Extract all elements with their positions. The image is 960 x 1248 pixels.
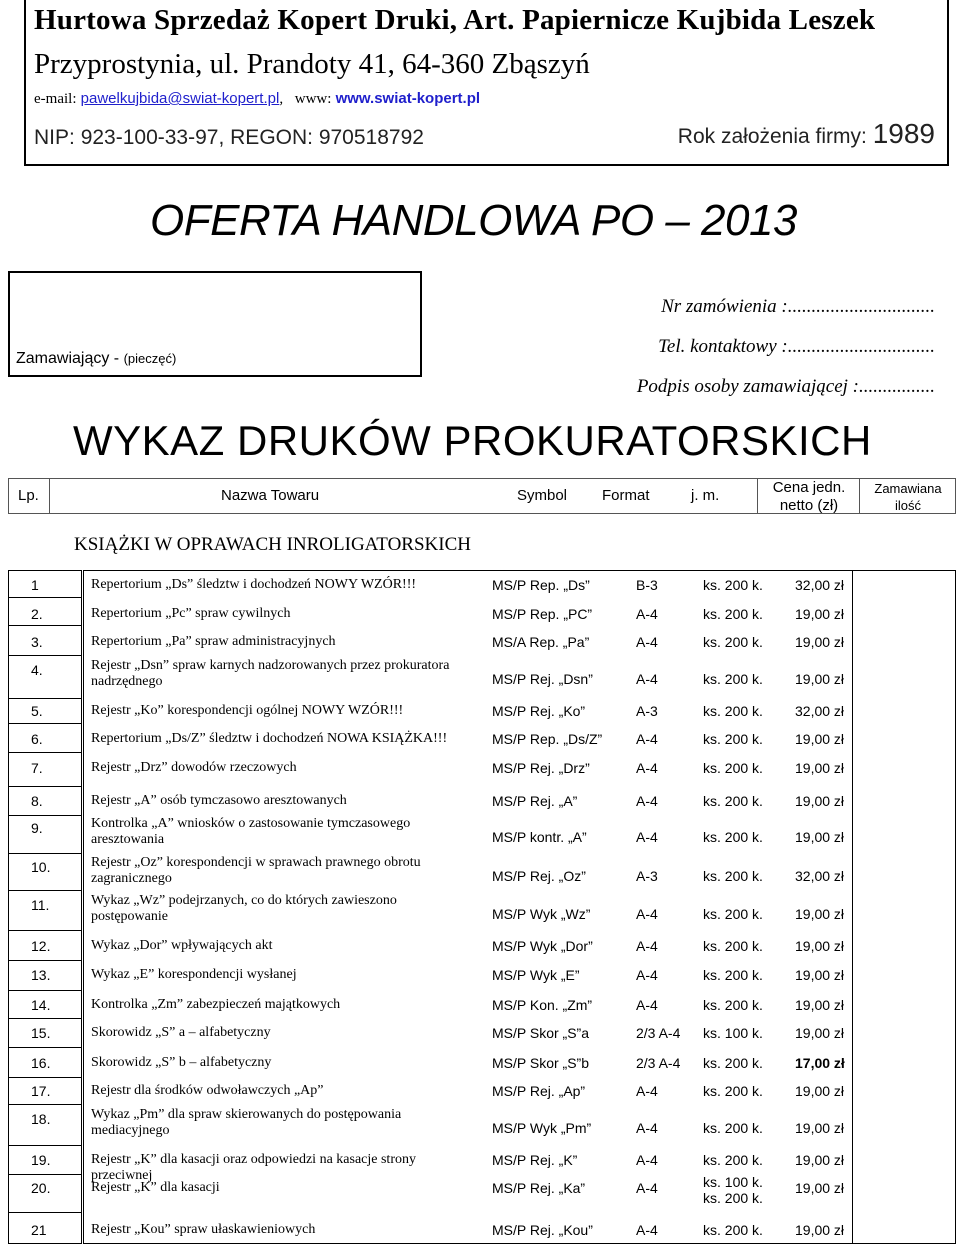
section-title: KSIĄŻKI W OPRAWACH INROLIGATORSKICH — [74, 534, 471, 555]
row-number: 9. — [31, 820, 43, 836]
product-symbol: MS/P Wyk „Wz” — [492, 906, 591, 922]
product-format: A-4 — [636, 997, 658, 1013]
row-number: 16. — [31, 1055, 51, 1071]
table-header — [8, 478, 956, 514]
row-divider — [8, 990, 82, 991]
row-number: 8. — [31, 793, 43, 809]
row-divider — [8, 1018, 82, 1019]
product-name: Repertorium „Ds” śledztw i dochodzeń NOWY WZÓR!!! — [91, 577, 417, 592]
col-price: Cena jedn. netto (zł) — [772, 479, 846, 514]
row-number: 11. — [31, 897, 50, 913]
product-price: 19,00 zł — [795, 760, 845, 776]
product-symbol: MS/P Rej. „K” — [492, 1152, 578, 1168]
row-divider — [8, 1047, 82, 1048]
product-format: A-4 — [636, 906, 658, 922]
product-symbol: MS/P Rej. „Ka” — [492, 1180, 586, 1196]
product-format: A-4 — [636, 731, 658, 747]
product-symbol: MS/P kontr. „A” — [492, 829, 587, 845]
col-name: Nazwa Towaru — [221, 487, 320, 504]
product-price: 19,00 zł — [795, 731, 845, 747]
nip-label: NIP: — [34, 126, 75, 149]
product-unit: ks. 200 k. — [703, 967, 763, 983]
product-price: 19,00 zł — [795, 997, 845, 1013]
nip-value: 923-100-33-97, — [80, 126, 225, 149]
product-name: Wykaz „E” korespondencji wysłanej — [91, 967, 297, 982]
product-name: Rejestr „Ko” korespondencji ogólnej NOWY WZÓR!!! — [91, 703, 404, 718]
product-symbol: MS/P Rej. „Ko” — [492, 703, 586, 719]
product-name: Skorowidz „S” a – alfabetyczny — [91, 1025, 271, 1040]
stamp-note: (pieczęć) — [123, 351, 177, 366]
product-name: Repertorium „Pc” spraw cywilnych — [91, 606, 291, 621]
row-divider — [8, 625, 82, 626]
product-format: A-4 — [636, 606, 658, 622]
product-unit: ks. 200 k. — [703, 1222, 763, 1238]
product-price: 19,00 zł — [795, 1180, 845, 1196]
product-name: Skorowidz „S” b – alfabetyczny — [91, 1055, 272, 1070]
regon-value: 970518792 — [318, 126, 424, 149]
product-price: 19,00 zł — [795, 967, 845, 983]
product-name: Rejestr „K” dla kasacji oraz odpowiedzi na kasacje strony przeciwnej — [91, 1152, 416, 1183]
row-number: 2. — [31, 606, 43, 622]
row-number: 15. — [31, 1025, 51, 1041]
product-unit: ks. 200 k. — [703, 606, 763, 622]
product-unit: ks. 200 k. — [703, 1055, 763, 1071]
row-number: 12. — [31, 938, 51, 954]
product-unit: ks. 200 k. — [703, 634, 763, 650]
row-divider — [8, 930, 82, 931]
product-format: A-4 — [636, 634, 658, 650]
product-price: 19,00 zł — [795, 634, 845, 650]
product-unit: ks. 200 k. — [703, 997, 763, 1013]
product-format: A-4 — [636, 829, 658, 845]
www-label: www: — [294, 91, 332, 107]
year-label: Rok założenia firmy: — [677, 125, 867, 148]
product-symbol: MS/P Rej. „A” — [492, 793, 578, 809]
row-number: 20. — [31, 1180, 51, 1196]
row-divider — [8, 960, 82, 961]
col-format: Format — [602, 487, 650, 504]
product-name: Rejestr „Kou” spraw ułaskawieniowych — [91, 1222, 316, 1237]
product-unit: ks. 200 k. — [703, 703, 763, 719]
offer-title: OFERTA HANDLOWA PO – 2013 — [150, 196, 797, 245]
row-number: 17. — [31, 1083, 51, 1099]
company-name: Hurtowa Sprzedaż Kopert Druki, Art. Papiernicze Kujbida Leszek — [34, 4, 876, 36]
row-divider — [8, 1145, 82, 1146]
product-unit: ks. 200 k. — [703, 577, 763, 593]
product-unit: ks. 200 k. — [703, 793, 763, 809]
product-format: A-4 — [636, 1083, 658, 1099]
product-symbol: MS/P Wyk „Dor” — [492, 938, 593, 954]
product-price: 19,00 zł — [795, 938, 845, 954]
product-name: Wykaz „Pm” dla spraw skierowanych do postępowania mediacyjnego — [91, 1107, 402, 1138]
product-price: 19,00 zł — [795, 1083, 845, 1099]
product-format: A-4 — [636, 938, 658, 954]
col-lp: Lp. — [18, 487, 39, 504]
product-symbol: MS/P Rej. „Kou” — [492, 1222, 593, 1238]
row-divider — [8, 655, 82, 656]
row-number: 10. — [31, 859, 51, 875]
product-price: 32,00 zł — [795, 577, 845, 593]
product-price: 19,00 zł — [795, 829, 845, 845]
product-symbol: MS/P Skor „S”b — [492, 1055, 589, 1071]
product-symbol: MS/P Wyk „E” — [492, 967, 580, 983]
row-number: 6. — [31, 731, 43, 747]
product-name: Rejestr „Dsn” spraw karnych nadzorowanych przez prokuratora nadrzędnego — [91, 658, 450, 689]
product-format: A-4 — [636, 760, 658, 776]
row-divider — [8, 1077, 82, 1078]
product-unit: ks. 200 k. — [703, 760, 763, 776]
year-value: 1989 — [872, 118, 935, 149]
founded-year — [678, 118, 935, 150]
product-price: 32,00 zł — [795, 703, 845, 719]
row-number: 3. — [31, 634, 43, 650]
product-price: 19,00 zł — [795, 606, 845, 622]
product-unit: ks. 200 k. — [703, 829, 763, 845]
product-unit: ks. 200 k. — [703, 1120, 763, 1136]
row-divider — [8, 1104, 82, 1105]
product-unit: ks. 200 k. — [703, 1152, 763, 1168]
product-symbol: MS/P Rej. „Oz” — [492, 868, 586, 884]
product-symbol: MS/A Rep. „Pa” — [492, 634, 590, 650]
orderer-stamp-box — [8, 271, 422, 377]
product-unit: ks. 200 k. — [703, 731, 763, 747]
product-symbol: MS/P Skor „S”a — [492, 1025, 589, 1041]
product-name: Rejestr dla środków odwoławczych „Ap” — [91, 1083, 324, 1098]
product-price: 32,00 zł — [795, 868, 845, 884]
row-number: 1 — [31, 577, 39, 593]
product-unit: ks. 100 k. — [703, 1174, 763, 1190]
product-name: Kontrolka „A” wniosków o zastosowanie tymczasowego aresztowania — [91, 816, 411, 847]
tax-ids — [34, 126, 424, 150]
product-price: 19,00 zł — [795, 1025, 845, 1041]
product-symbol: MS/P Rej. „Dsn” — [492, 671, 593, 687]
product-format: B-3 — [636, 577, 658, 593]
product-symbol: MS/P Rep. „Ds/Z” — [492, 731, 603, 747]
row-number: 4. — [31, 662, 43, 678]
product-price: 19,00 zł — [795, 793, 845, 809]
product-unit-alt: ks. 200 k. — [703, 1190, 763, 1206]
row-number: 18. — [31, 1111, 51, 1127]
product-price: 17,00 zł — [795, 1055, 845, 1071]
product-format: A-3 — [636, 703, 658, 719]
product-symbol: MS/P Kon. „Zm” — [492, 997, 593, 1013]
product-unit: ks. 200 k. — [703, 868, 763, 884]
product-unit: ks. 100 k. — [703, 1025, 763, 1041]
product-name: Repertorium „Pa” spraw administracyjnych — [91, 634, 336, 649]
row-divider — [8, 815, 82, 816]
regon-label: REGON: — [230, 126, 313, 149]
email-link[interactable]: pawelkujbida@swiat-kopert.pl — [80, 90, 280, 107]
product-unit: ks. 200 k. — [703, 938, 763, 954]
col-qty: Zamawiana ilość — [874, 481, 942, 513]
order-number-field[interactable]: Nr zamówienia :............................... — [661, 296, 935, 317]
row-divider — [8, 597, 82, 598]
row-number: 7. — [31, 760, 43, 776]
product-name: Kontrolka „Zm” zabezpieczeń majątkowych — [91, 997, 341, 1012]
product-price: 19,00 zł — [795, 1120, 845, 1136]
phone-field[interactable]: Tel. kontaktowy :............................... — [658, 336, 935, 357]
product-symbol: MS/P Wyk „Pm” — [492, 1120, 592, 1136]
row-divider — [8, 698, 82, 699]
row-number: 14. — [31, 997, 51, 1013]
product-name: Wykaz „Wz” podejrzanych, co do których zawieszono postępowanie — [91, 893, 397, 924]
product-format: A-4 — [636, 1152, 658, 1168]
product-symbol: MS/P Rej. „Drz” — [492, 760, 590, 776]
quantity-column — [853, 570, 956, 1244]
order-fields — [637, 287, 935, 407]
orderer-label-text: Zamawiający - — [16, 350, 120, 367]
row-divider — [8, 853, 82, 854]
row-number: 5. — [31, 703, 43, 719]
product-format: A-4 — [636, 793, 658, 809]
product-price: 19,00 zł — [795, 671, 845, 687]
www-link[interactable]: www.swiat-kopert.pl — [335, 90, 481, 107]
product-name: Rejestr „Oz” korespondencji w sprawach prawnego obrotu zagranicznego — [91, 855, 421, 886]
product-unit: ks. 200 k. — [703, 906, 763, 922]
product-symbol: MS/P Rej. „Ap” — [492, 1083, 586, 1099]
product-name: Rejestr „A” osób tymczasowo aresztowanych — [91, 793, 347, 808]
product-name: Wykaz „Dor” wpływających akt — [91, 938, 273, 953]
product-price: 19,00 zł — [795, 906, 845, 922]
row-divider — [8, 786, 82, 787]
list-title: WYKAZ DRUKÓW PROKURATORSKICH — [73, 417, 872, 464]
product-price: 19,00 zł — [795, 1152, 845, 1168]
product-unit: ks. 200 k. — [703, 671, 763, 687]
contact-line: e-mail: pawelkujbida@swiat-kopert.pl, www: www.swiat-kopert.pl — [34, 90, 481, 107]
product-format: 2/3 A-4 — [636, 1025, 681, 1041]
signature-field[interactable]: Podpis osoby zamawiającej :................ — [636, 376, 935, 397]
product-name: Rejestr „Drz” dowodów rzeczowych — [91, 760, 297, 775]
product-symbol: MS/P Rep. „Ds” — [492, 577, 590, 593]
product-format: A-3 — [636, 868, 658, 884]
product-format: A-4 — [636, 1120, 658, 1136]
col-unit: j. m. — [691, 487, 720, 504]
company-header — [24, 0, 949, 166]
row-divider — [8, 890, 82, 891]
product-format: 2/3 A-4 — [636, 1055, 681, 1071]
row-divider — [8, 752, 82, 753]
product-format: A-4 — [636, 1222, 658, 1238]
product-name: Rejestr „K” dla kasacji — [91, 1180, 220, 1195]
email-label: e-mail: — [34, 91, 77, 107]
row-divider — [8, 1212, 82, 1213]
row-divider — [8, 1174, 82, 1175]
row-number: 19. — [31, 1152, 51, 1168]
row-number: 13. — [31, 967, 51, 983]
product-format: A-4 — [636, 1180, 658, 1196]
product-format: A-4 — [636, 967, 658, 983]
product-price: 19,00 zł — [795, 1222, 845, 1238]
orderer-label — [16, 350, 176, 368]
product-format: A-4 — [636, 671, 658, 687]
product-name: Repertorium „Ds/Z” śledztw i dochodzeń NOWA KSIĄŻKA!!! — [91, 731, 448, 746]
product-unit: ks. 200 k. — [703, 1083, 763, 1099]
row-divider — [8, 723, 82, 724]
row-number: 21 — [31, 1222, 47, 1238]
company-address: Przyprostynia, ul. Prandoty 41, 64-360 Zbąszyń — [34, 48, 590, 80]
col-symbol: Symbol — [517, 487, 568, 504]
product-symbol: MS/P Rep. „PC” — [492, 606, 593, 622]
